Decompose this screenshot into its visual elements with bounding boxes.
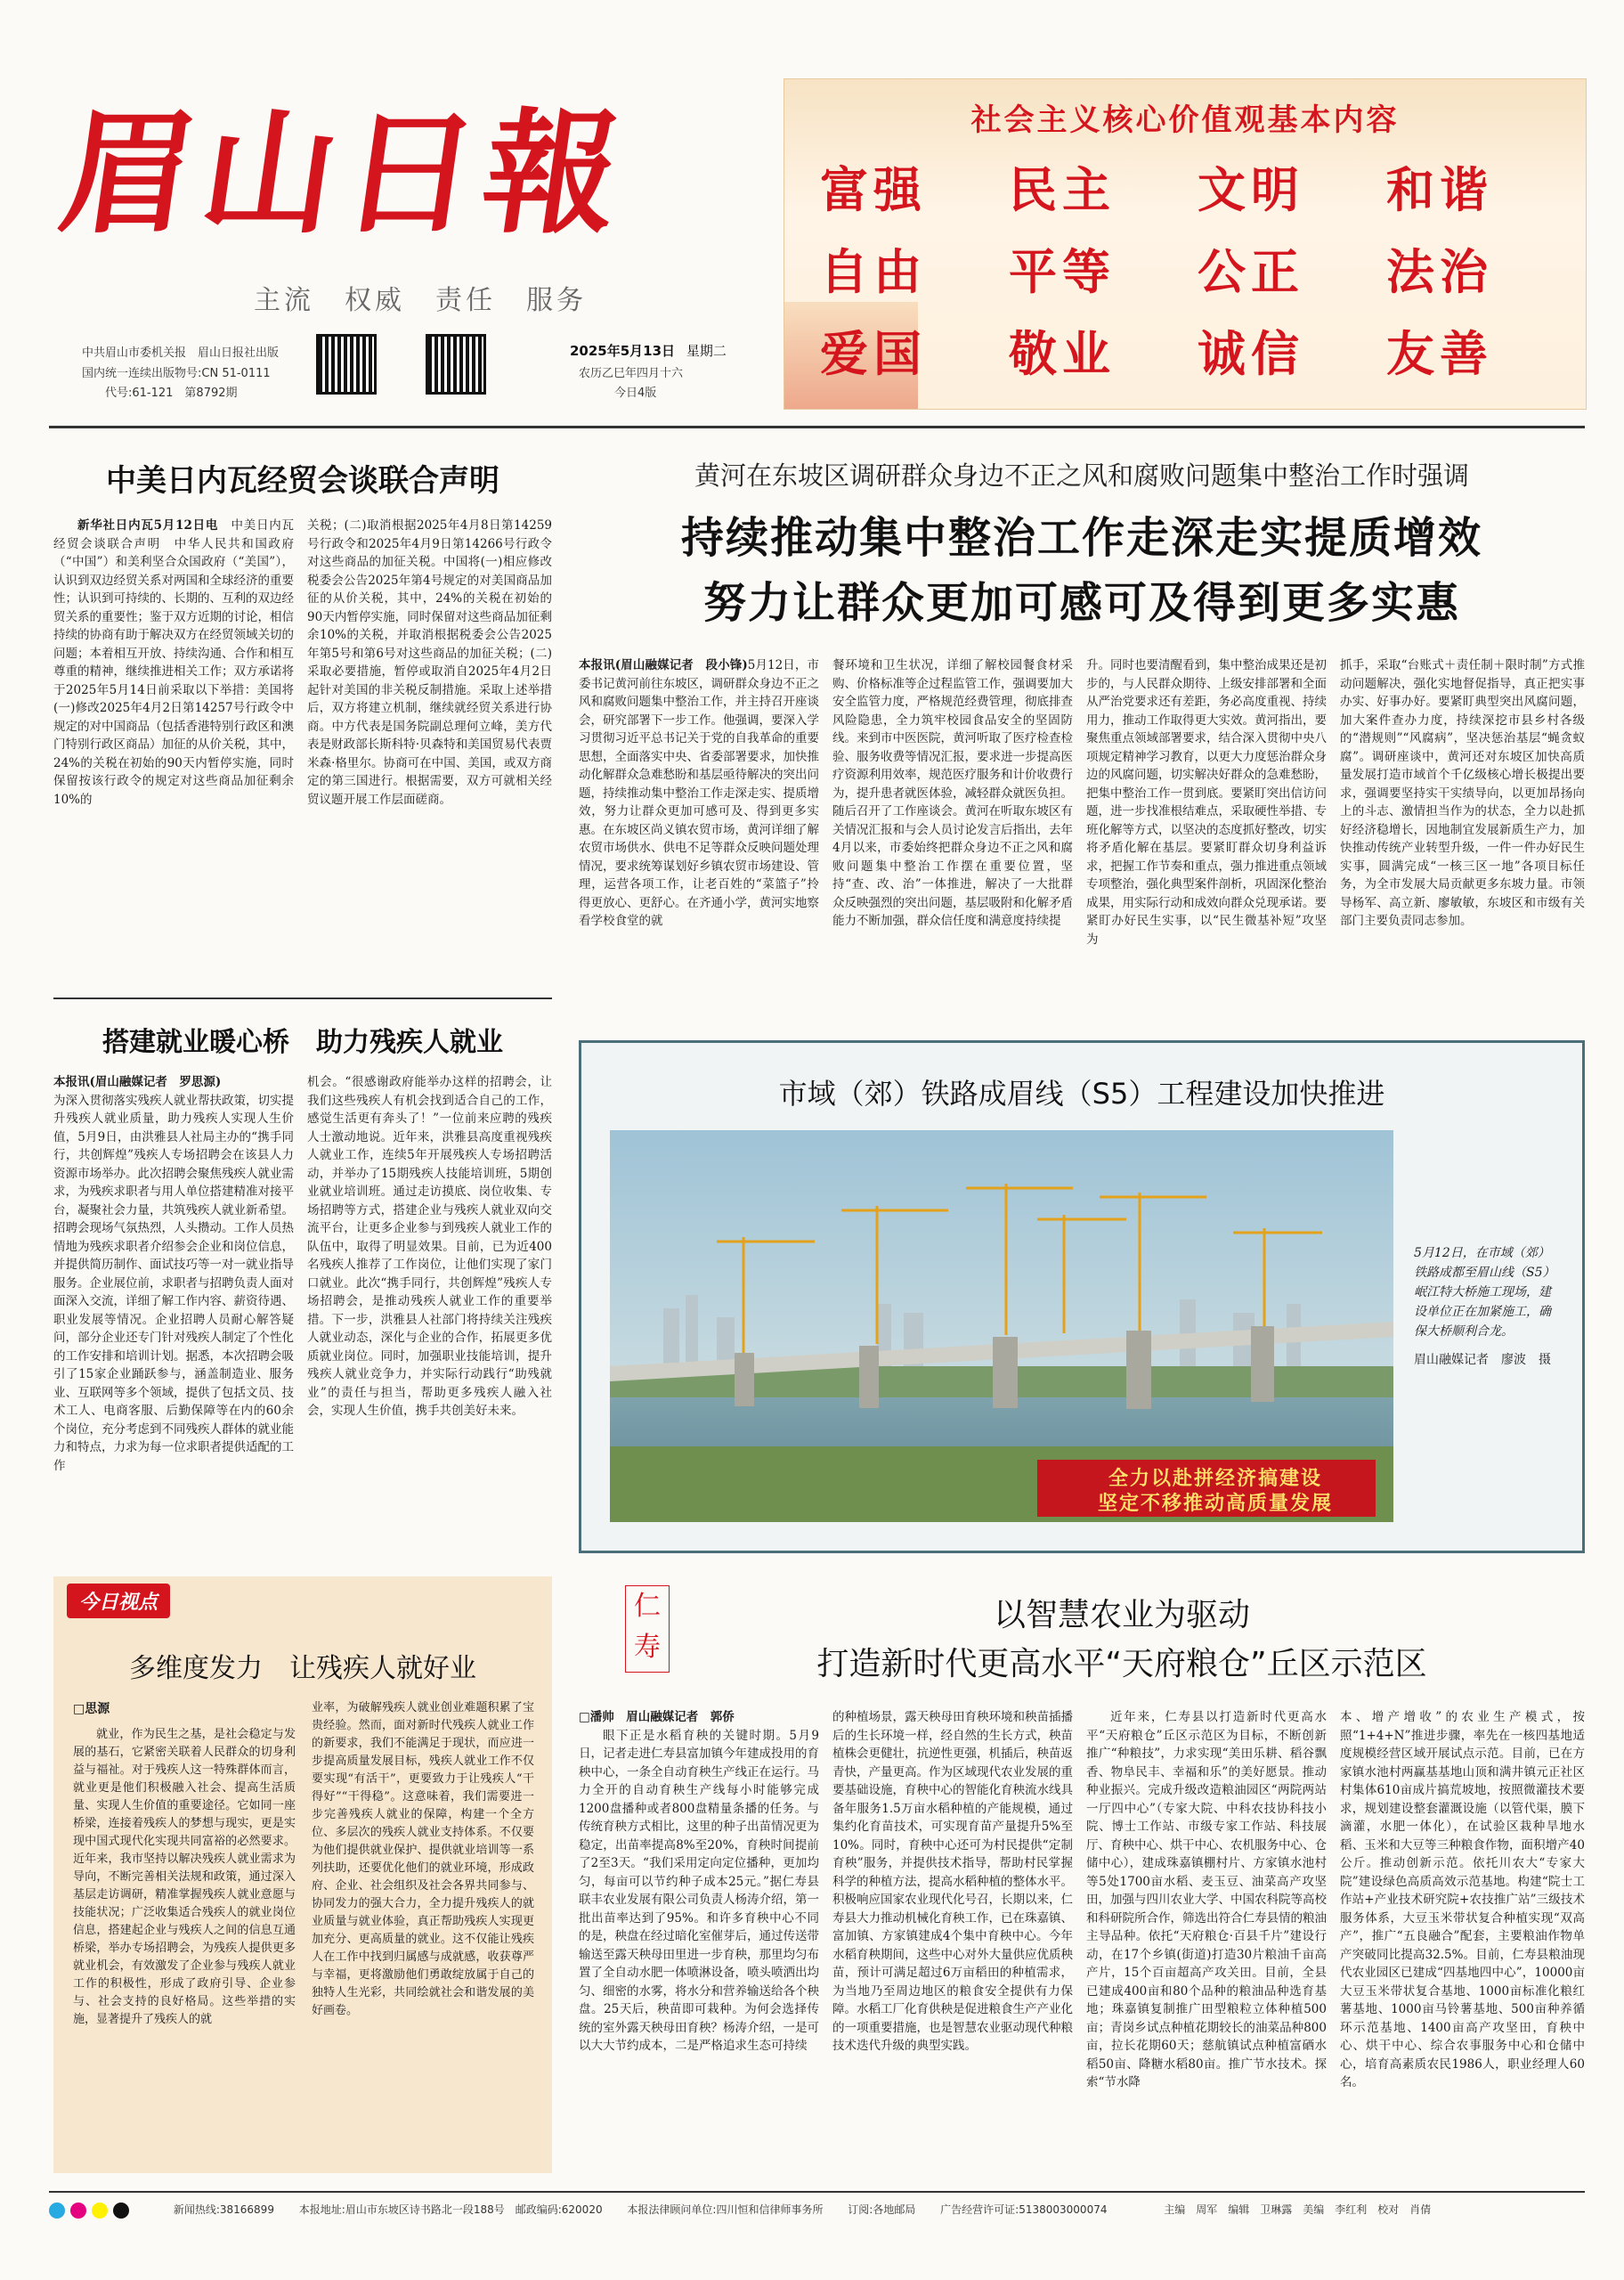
core-value-word: 诚信 <box>1198 326 1304 382</box>
paragraph: 升。同时也要清醒看到，集中整治成果还是初步的，与人民群众期待、上级安排部署和全面从严治党要求还有差距，务必高度重视、持续用力，推动工作取得更大实效。黄河指出，要聚焦重点领域部署要求，结合深入贯彻中央八项规定精神学习教育，以更大力度惩治群众身边的风腐问题，切实解决好群众的急难愁盼，把集中整治工作一贯到底。要紧盯突出信访问题，进一步找准根结难点，采取硬性举措、专班化解等方式，以坚决的态度抓好整改，切实将矛盾化解在基层。要紧盯群众切身利益诉求，把握工作节奏和重点，强力推进重点领域专项整治，强化典型案件剖析，巩固深化整治成果，用实际行动和成效向群众兑现承诺。要紧盯办好民生实事，以“民生微基补短”攻坚为 <box>1086 658 1327 947</box>
paragraph: 就业，作为民生之基，是社会稳定与发展的基石，它紧密关联着人民群众的切身利益与福祉。对于残疾人这一特殊群体而言，就业更是他们积极融入社会、提高生活质量、实现人生价值的重要途径。它如同一座桥梁，连接着残疾人的梦想与现实，更是实现中国式现代化实现共同富裕的必然要求。近年来，我市坚持以解决残疾人就业需求为导向，不断完善相关法规和政策，通过深入基层走访调研，精准掌握残疾人就业意愿与技能状况；广泛收集适合残疾人的就业岗位信息，搭建起企业与残疾人之间的信息互通桥梁，举办专场招聘会，为残疾人提供更多就业机会，有效激发了企业参与残疾人就业工作的积极性，形成了政府引导、企业参与、社会支持的良好格局。这些举措的实施，显著提升了残疾人的就 <box>73 1728 296 2026</box>
main-article-title-2: 努力让群众更加可感可及得到更多实惠 <box>702 578 1460 628</box>
joint-statement-col1 <box>53 517 294 989</box>
core-value-word: 友善 <box>1386 326 1493 382</box>
core-value-word: 富强 <box>820 162 927 218</box>
main-article-kicker: 黄河在东坡区调研群众身边不正之风和腐败问题集中整治工作时强调 <box>694 460 1469 491</box>
photo-story-box <box>579 1040 1585 1553</box>
commentary-tag <box>67 1584 170 1618</box>
county-tag-bottom: 寿 <box>634 1632 661 1663</box>
color-dot <box>70 2203 86 2219</box>
tag-left: 今日 <box>79 1592 119 1614</box>
jobs-article-col1 <box>53 1073 294 1563</box>
commentary-box <box>53 1576 552 2173</box>
byline: 本报讯(眉山融媒记者 罗思源) <box>53 1075 222 1089</box>
qr-code-icon[interactable] <box>426 334 486 395</box>
farm-article-col4 <box>1340 1708 1585 2171</box>
divider <box>53 998 552 999</box>
paragraph: 机会。“很感谢政府能举办这样的招聘会，让我们这些残疾人有机会找到适合自己的工作，感觉生活更有奔头了！”一位前来应聘的残疾人士激动地说。近年来，洪雅县高度重视残疾人就业工作，连续5年开展残疾人专场招聘活动，并举办了15期残疾人技能培训班，5期创业就业培训班。通过走访摸底、岗位收集、专场招聘等方式，搭建企业与残疾人就业双向交流平台，让更多企业参与到残疾人就业工作的队伍中，取得了明显效果。目前，已为近400名残疾人推荐了工作岗位，让他们实现了家门口就业。此次“携手同行，共创辉煌”残疾人专场招聘会，是推动残疾人就业工作的重要举措。下一步，洪雅县人社部门将持续关注残疾人就业动态，深化与企业的合作，拓展更多优质就业岗位。同时，加强职业技能培训，提升残疾人就业竞争力，并实际行动践行“助残就业”的责任与担当，帮助更多残疾人融入社会，实现人生价值，携手共创美好未来。 <box>307 1075 552 1418</box>
color-dot <box>113 2203 129 2219</box>
farm-article-col3 <box>1086 1708 1327 2171</box>
lunar-date: 农历乙巳年四月十六 <box>579 367 684 380</box>
jobs-article-title: 搭建就业暖心桥 助力残疾人就业 <box>102 1027 503 1058</box>
core-value-word: 自由 <box>820 244 927 300</box>
issue-date <box>570 341 727 360</box>
byline: □潘帅 眉山融媒记者 郭侨 <box>579 1710 735 1724</box>
main-article-title-1: 持续推动集中整治工作走深走实提质增效 <box>680 513 1482 563</box>
paragraph: 眼下正是水稻育秧的关键时期。5月9日，记者走进仁寿县富加镇今年建成投用的育秧中心，一条全自动育秧生产线正在运行。马力全开的自动育秧生产线每小时能够完成1200盘播种或者800盘精量条播的任务。与传统育秧方式相比，这里的种子出苗情况更为稳定，出苗率提高8%至20%，育秧时间提前了2至3天。“我们采用定向定位播种，更加均匀，每亩可以节约种子成本25元。”据仁寿县联丰农业发展有限公司负责人杨涛介绍，第一批出苗率达到了95%。和许多育秧中心不同的是，秧盘在经过暗化室催芽后，通过传送带输送至露天秧母田里进一步育秧，那里均匀布置了全自动水肥一体喷淋设备，喷头喷洒出均匀、细密的水雾，将水分和营养输送给各个秧盘。25天后，秧苗即可栽种。为何会选择传统的室外露天秧母田育秧？杨涛介绍，一是可以大大节约成本，二是严格追求生态可持续 <box>579 1728 819 2053</box>
joint-statement-col2 <box>307 517 552 989</box>
newspaper-logo: 眉山日報 <box>51 95 637 252</box>
core-values-box <box>784 78 1587 410</box>
core-value-word: 和谐 <box>1386 162 1493 218</box>
paragraph: 业率，为破解残疾人就业创业难题积累了宝贵经验。然而，面对新时代残疾人就业工作的新要求，我们不能满足于现状，而应进一步提高质量发展目标，残疾人就业工作不仅要实现“有活干”，更要致力于让残疾人“干得好”“干得稳”。这意味着，我们需要进一步完善残疾人就业的保障，构建一个全方位、多层次的残疾人就业支持体系。不仅要为他们提供就业保护、提供就业培训等一系列扶助，还要优化他们的就业环境，形成政府、企业、社会组织及社会各界共同参与、协同发力的强大合力，全力提升残疾人的就业质量与就业体验，真正帮助残疾人实现更加充分、更高质量的就业。这不仅能让残疾人在工作中找到归属感与成就感，收获尊严与幸福，更将激励他们勇敢绽放属于自己的独特人生光彩，共同绘就社会和谐发展的美好画卷。 <box>312 1701 534 2017</box>
county-tag <box>625 1585 670 1673</box>
commentary-author: □思源 <box>73 1702 110 1716</box>
core-value-word: 民主 <box>1009 162 1116 218</box>
jobs-article-col2 <box>307 1073 552 1563</box>
color-dot <box>49 2203 65 2219</box>
slogan-line-2: 坚定不移推动高质量发展 <box>1097 1493 1333 1515</box>
paragraph: 为深入贯彻落实残疾人就业帮扶政策，切实提升残疾人就业质量，助力残疾人实现人生价值，5月9日，由洪雅县人社局主办的“携手同行，共创辉煌”残疾人专场招聘会在该县人力资源市场举办。此次招聘会聚焦残疾人就业需求，为残疾求职者与用人单位搭建精准对接平台，凝聚社会力量，共筑残疾人就业新希望。招聘会现场气氛热烈，人头攒动。工作人员热情地为残疾求职者介绍参会企业和岗位信息，并提供简历制作、面试技巧等一对一就业指导服务。企业展位前，求职者与招聘负责人面对面深入交流，详细了解工作内容、薪资待遇、职业发展等情况。企业招聘人员耐心解答疑问，部分企业还专门针对残疾人制定了个性化的工作安排和培训计划。据悉，本次招聘会吸引了15家企业踊跃参与，涵盖制造业、服务业、互联网等多个领域，提供了包括文员、技术工人、电商客服、后勤保障等在内的60余个岗位，充分考虑到不同残疾人群体的就业能力和特点，力求为每一位求职者提供适配的工作 <box>53 1093 294 1473</box>
distribution: 订阅:各地邮局 <box>848 2203 916 2216</box>
core-value-word: 敬业 <box>1009 326 1116 382</box>
qr-code-icon[interactable] <box>316 334 377 395</box>
paragraph: 中美日内瓦经贸会谈联合声明 中华人民共和国政府（“中国”）和美利坚合众国政府（“美国”），认识到双边经贸关系对两国和全球经济的重要性；认识到可持续的、长期的、互利的双边经贸关系的重要性；鉴于双方近期的讨论，相信持续的协商有助于解决双方在经贸领域关切的问题；本着相互开放、持续沟通、合作和相互尊重的精神，继续推进相关工作；双方承诺将于2025年5月14日前采取以下举措：美国将(一)修改2025年4月2日第14257号行政令中规定的对中国商品（包括香港特别行政区和澳门特别行政区商品）加征的从价关税，其中，24%的关税在初始的90天内暂停实施，同时保留按该行政令的规定对这些商品加征剩余10%的 <box>53 518 294 807</box>
commentary-col2 <box>312 1699 534 2162</box>
core-value-word: 文明 <box>1198 162 1304 218</box>
main-article-col3 <box>1086 656 1327 1013</box>
paragraph: 本、增产增收”的农业生产模式，按照“1+4+N”推进步骤，率先在一核四基地适度规模经营区域开展试点示范。目前，已在方家镇水池村两赢基基地山顶和满井镇元正社区村集体610亩成片搞荒坡地，按照微灌技术要求，规划建设整套灌溉设施（以管代渠，膜下滴灌，水肥一体化），在试验区栽种旱地水稻、玉米和大豆等三种粮食作物，面积增产40公斤。推动创新示范。依托川农大“专家大院”建设绿色高质高效示范基地。构建“院士工作站+产业技术研究院+农技推广站”三级技术服务体系，大豆玉米带状复合种植实现“双高产”，推广“五良融合”配套，主要粮油作物单产突破同比提高32.5%。目前，仁寿县粮油现代农业园区已建成“四基地四中心”，10000亩大豆玉米带状复合基地、1000亩标准化粮红薯基地、1000亩马铃薯基地、500亩种养循环示范基地、1400亩高产攻坚田，育秧中心、烘干中心、综合农事服务中心和仓储中心，培育高素质农民1986人，职业经理人60名。 <box>1340 1710 1585 2089</box>
tag-right: 视点 <box>118 1592 158 1614</box>
byline: 本报讯(眉山融媒记者 段小锋) <box>579 658 748 672</box>
weekday: 星期二 <box>686 343 727 359</box>
photo-credit: 眉山融媒记者 廖波 摄 <box>1414 1353 1551 1367</box>
paragraph: 抓手，采取“台账式＋责任制＋限时制”方式推动问题解决，强化实地督促指导，真正把实事办实、好事办好。要紧盯典型突出风腐问题，加大案件查办力度，持续深挖市县乡村各级的“潜规则”“风腐病”，坚决惩治基层“蝇贪蚁腐”。调研座谈中，黄河还对东坡区加快高质量发展打造市域首个千亿级核心增长极提出要求，强调要坚持实干实绩导向，以更加昂扬向上的斗志、激情担当作为的状态，全力以赴抓好经济稳增长，因地制宜发展新质生产力，加快推动传统产业转型升级，一件一件办好民生实事，圆满完成“一核三区一地”各项目标任务，为全市发展大局贡献更多东坡力量。市领导杨军、高立新、廖敏敏，东坡区和市级有关部门主要负责同志参加。 <box>1340 658 1585 928</box>
joint-statement-title: 中美日内瓦经贸会谈联合声明 <box>106 463 499 499</box>
registration-color-dots <box>49 2203 134 2216</box>
color-dot <box>92 2203 108 2219</box>
core-value-word: 平等 <box>1009 244 1116 300</box>
core-values-grid <box>820 152 1568 402</box>
hotline: 新闻热线:38166899 <box>173 2203 274 2216</box>
commentary-title: 多维度发力 让残疾人就好业 <box>129 1653 476 1684</box>
masthead-divider <box>49 426 1585 428</box>
county-tag-top: 仁 <box>634 1591 661 1622</box>
masthead-motto: 主流 权威 责任 服务 <box>254 285 587 316</box>
main-article-col2 <box>832 656 1073 1013</box>
farm-article-title-2: 打造新时代更高水平“天府粮仓”丘区示范区 <box>816 1646 1427 1682</box>
slogan-line-1: 全力以赴拼经济搞建设 <box>1108 1468 1322 1490</box>
paragraph: 餐环境和卫生状况，详细了解校园餐食材采购、价格标准等企过程监管工作，强调要加大安全监管力度，严格规范经费管理，彻底排查风险隐患，全力筑牢校园食品安全的坚固防线。来到市中医医院，黄河听取了医疗检查检验、服务收费等情况汇报，要求进一步提高医疗资源利用效率，规范医疗服务和计价收费行为，提升患者就医体验，减轻群众就医负担。随后召开了工作座谈会。黄河在听取东坡区有关情况汇报和与会人员讨论发言后指出，去年4月以来，市委始终把群众身边不正之风和腐败问题集中整治工作摆在重要位置，坚持“查、改、治”一体推进，解决了一大批群众反映强烈的突出问题，基层吸附和化解矛盾能力不断加强，群众信任度和满意度持续提 <box>832 658 1073 928</box>
photo-caption: 5月12日，在市域（郊）铁路成都至眉山线（S5）岷江特大桥施工现场，建设单位正在加紧施工，确保大桥顺利合龙。 <box>1414 1246 1555 1339</box>
main-article-col1 <box>579 656 819 1013</box>
lawyer: 本报法律顾问单位:四川恒和信律师事务所 <box>627 2203 824 2216</box>
core-value-word: 法治 <box>1386 244 1493 300</box>
publisher-line: 中共眉山市委机关报 眉山日报社出版 <box>82 346 280 360</box>
farm-article-col1 <box>579 1708 819 2171</box>
dateline: 新华社日内瓦5月12日电 <box>77 518 219 533</box>
farm-article-col2 <box>832 1708 1073 2171</box>
commentary-col1 <box>73 1726 296 2162</box>
issue-code: 代号:61-121 第8792期 <box>105 387 238 400</box>
paragraph: 5月12日，市委书记黄河前往东坡区，调研群众身边不正之风和腐败问题集中整治工作，并主持召开座谈会，研究部署下一步工作。他强调，要深入学习贯彻习近平总书记关于党的自我革命的重要思想，全面落实中央、省委部署要求，加快推动化解群众急难愁盼和基层亟待解决的突出问题，持续推动集中整治工作走深走实、提质增效，努力让群众更加可感可及、得到更多实惠。在东坡区尚义镇农贸市场，黄河详细了解农贸市场供水、供电不足等群众反映问题处理情况，要求统筹谋划好乡镇农贸市场建设、管理，运营各项工作，让老百姓的“菜篮子”拎得更放心、更舒心。在齐通小学，黄河实地察看学校食堂的就 <box>579 658 819 928</box>
core-values-title: 社会主义核心价值观基本内容 <box>970 102 1400 138</box>
bridge-construction-photo <box>610 1130 1393 1522</box>
footer <box>49 2202 1585 2228</box>
date: 2025年5月13日 <box>570 343 676 359</box>
paragraph: 近年来，仁寿县以打造新时代更高水平“天府粮仓”丘区示范区为目标，不断创新推广“种粮技”，力求实现“美田乐耕、稻谷飘香、物阜民丰、幸福和乐”的美好愿景。推动种业振兴。完成升级改造粮油园区“两院两站一厅四中心”（专家大院、中科农技协科技小院、博士工作站、市级专家工作站、科技展厅、育秧中心、烘干中心、农机服务中心、仓储中心），建成珠嘉镇棚村片、方家镇水池村等5处1700亩水稻、麦玉豆、油菜高产攻坚田，加强与四川农业大学、中国农科院等高校和科研院所合作，筛选出符合仁寿县情的粮油主导品种。依托“天府粮仓·百县千片”建设行动，在17个乡镇(街道)打造30片粮油千亩高产片，15个百亩超高产攻关田。目前，全县已建成400亩和80个品种的粮油品种选育基地；珠嘉镇复制推广田型粮粒立体种植500亩；青岗乡试点种植花期较长的油菜品种800亩，拉长花期60天；慈航镇试点种植富硒水稻50亩、降糖水稻80亩。推广节水技术。探索“节水降 <box>1086 1710 1327 2089</box>
editors: 主编 周军 编辑 卫琳露 美编 李红利 校对 肖倩 <box>1164 2203 1432 2216</box>
paragraph: 的种植场景，露天秧母田育秧环境和秧苗插播后的生长环境一样，经自然的生长方式，秧苗植株会更健壮，抗逆性更强，机插后，秧苗返青快，产量更高。作为区域现代农业发展的重要基础设施，育秧中心的智能化育秧流水线具备年服务1.5万亩水稻种植的产能规模，通过集约化育苗技术，可实现育苗产量提升5%至10%。同时，育秧中心还可为村民提供“定制育秧”服务，并提供技术指导，帮助村民掌握科学的种植方法，提高水稻种植的整体水平。积极响应国家农业现代化号召，长期以来，仁寿县大力推动机械化育秧工作，已在珠嘉镇、富加镇、方家镇建成4个集中育秧中心。今年水稻育秧期间，这些中心对外大量供应优质秧苗，预计可满足超过6万亩稻田的种植需求，为当地乃至周边地区的粮食安全提供有力保障。水稻工厂化育供秧是促进粮食生产产业化的一项重要措施，也是智慧农业驱动现代种粮技术迭代升级的典型实践。 <box>832 1710 1073 2053</box>
masthead <box>0 0 1624 419</box>
photo-story-title: 市域（郊）铁路成眉线（S5）工程建设加快推进 <box>778 1077 1385 1111</box>
footer-divider <box>49 2191 1585 2193</box>
core-value-word: 公正 <box>1198 244 1304 300</box>
page-count: 今日4版 <box>614 387 657 400</box>
paragraph: 关税；(二)取消根据2025年4月8日第14259号行政令和2025年4月9日第14266号行政令对这些商品的加征关税。中国将(一)相应修改税委会公告2025年第4号规定的对美国商品加征的从价关税，其中，24%的关税在初始的90天内暂停实施，同时保留对这些商品加征剩余10%的关税，并取消根据税委会公告2025年第5号和第6号对这些商品的加征关税；(二)采取必要措施，暂停或取消自2025年4月2日起针对美国的非关税反制措施。采取上述举措后，双方将建立机制，继续就经贸关系进行协商。中方代表是国务院副总理何立峰，美方代表是财政部长斯科特·贝森特和美国贸易代表贾米森·格里尔。协商可在中国、美国，或双方商定的第三国进行。根据需要，双方可就相关经贸议题开展工作层面磋商。 <box>307 518 552 807</box>
license: 广告经营许可证:5138003000074 <box>940 2203 1108 2216</box>
farm-article-title-1: 以智慧农业为驱动 <box>993 1597 1250 1633</box>
core-value-word: 爱国 <box>820 326 927 382</box>
address: 本报地址:眉山市东坡区诗书路北一段188号 邮政编码:620020 <box>298 2203 603 2216</box>
main-article-col4 <box>1340 656 1585 1013</box>
cn-number: 国内统一连续出版物号:CN 51-0111 <box>82 367 271 380</box>
slogan-banner <box>1052 1467 1379 1519</box>
